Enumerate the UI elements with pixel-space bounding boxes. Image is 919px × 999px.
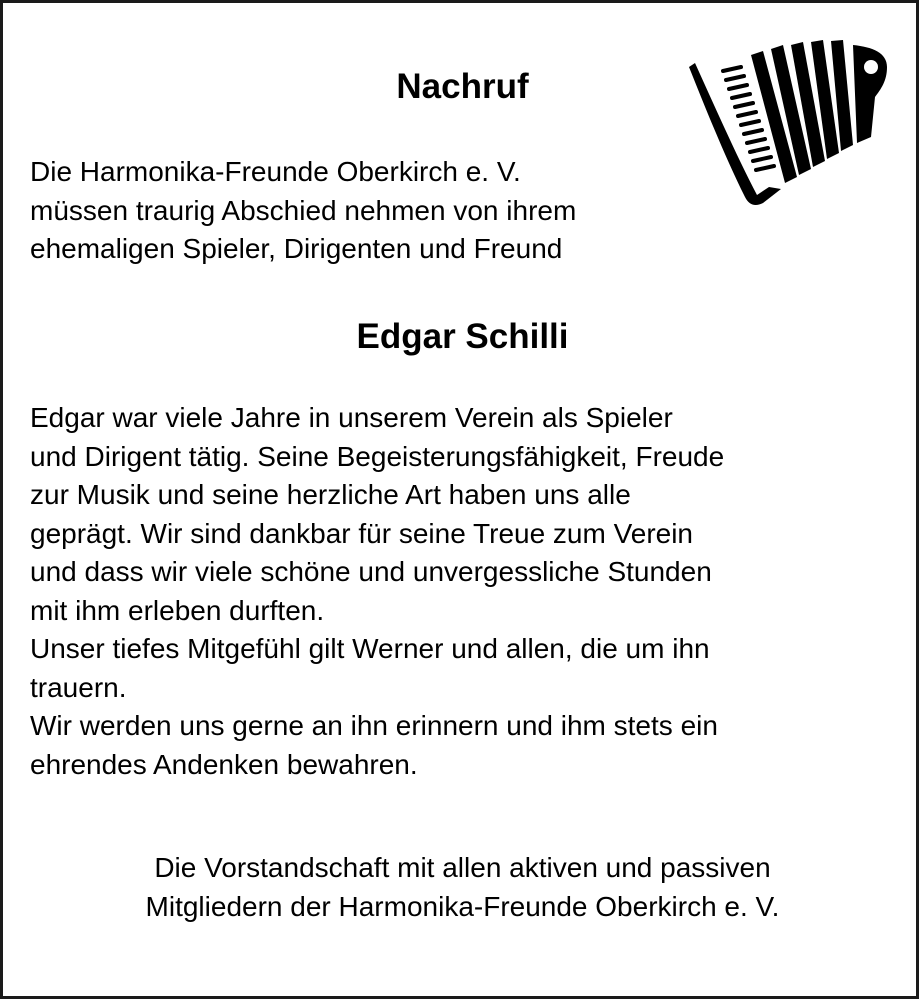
intro-line: ehemaligen Spieler, Dirigenten und Freund [30, 233, 563, 264]
tribute-line: mit ihm erleben durften. [30, 594, 325, 626]
deceased-name: Edgar Schilli [356, 317, 569, 356]
signature-line: Die Vorstandschaft mit allen aktiven und passiven [154, 852, 771, 883]
tribute-text [30, 399, 900, 784]
tribute-line: Unser tiefes Mitgefühl gilt Werner und allen, die um ihn [30, 633, 710, 664]
signature-line: Mitgliedern der Harmonika-Freunde Oberkirch e. V. [145, 891, 780, 922]
intro-line: müssen traurig Abschied nehmen von ihrem [30, 194, 577, 226]
tribute-line: ehrendes Andenken bewahren. [30, 748, 418, 780]
tribute-line: geprägt. Wir sind dankbar für seine Treue zum Verein [30, 517, 694, 549]
tribute-line: Wir werden uns gerne an ihn erinnern und ihm stets ein [30, 710, 718, 741]
intro-line: Die Harmonika-Freunde Oberkirch e. V. [30, 156, 521, 187]
notice-heading: Nachruf [396, 67, 529, 106]
intro-text [30, 153, 710, 269]
tribute-line: zur Musik und seine herzliche Art haben uns alle [30, 479, 631, 510]
tribute-line: und Dirigent tätig. Seine Begeisterungsfähigkeit, Freude [30, 440, 725, 472]
tribute-line: trauern. [30, 671, 127, 703]
tribute-line: und dass wir viele schöne und unvergessliche Stunden [30, 556, 712, 587]
accordion-icon [685, 37, 890, 217]
tribute-line: Edgar war viele Jahre in unserem Verein als Spieler [30, 402, 673, 433]
signature [3, 848, 919, 926]
